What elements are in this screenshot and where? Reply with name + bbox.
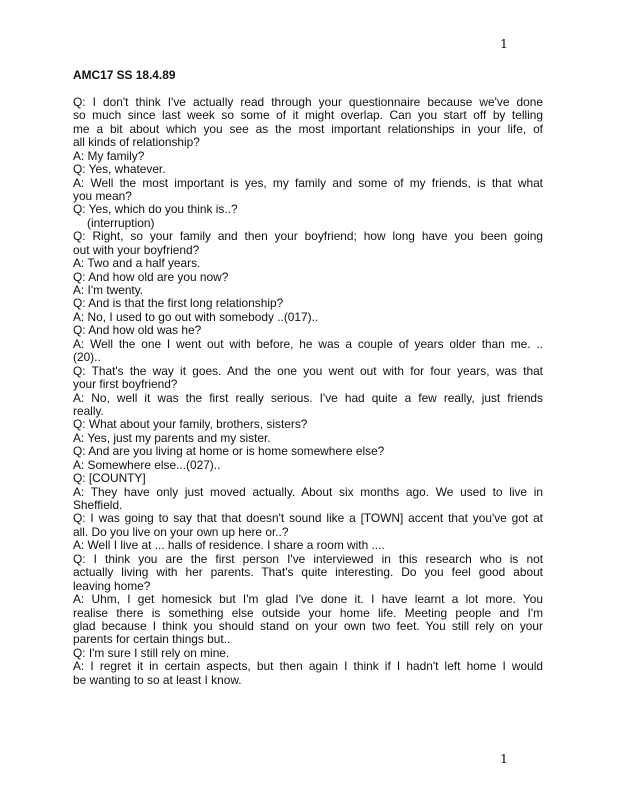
- transcript-line: all. Do you live on your own up here or..?: [73, 524, 289, 539]
- transcript-body: [73, 69, 543, 687]
- transcript-line: A: Well the most important is yes, my family and some of my friends, is that what: [73, 175, 543, 190]
- transcript-line: A: No, well it was the first really serious. I've had quite a few really, just friends: [73, 390, 543, 405]
- transcript-line: A: No, I used to go out with somebody ..(017)..: [73, 309, 319, 324]
- transcript-line: leaving home?: [73, 578, 151, 593]
- transcript-line: (20)..: [73, 350, 101, 365]
- transcript-line: A: I regret it in certain aspects, but then again I think if I hadn't left home I would: [73, 659, 543, 674]
- transcript-line: out with your boyfriend?: [73, 242, 200, 257]
- page-number-top: 1: [500, 36, 508, 51]
- transcript-line: parents for certain things but..: [73, 632, 231, 647]
- transcript-line: Q: [COUNTY]: [73, 471, 146, 486]
- transcript-line: so much since last week so some of it might overlap. Can you start off by telling: [73, 108, 543, 123]
- transcript-line: Q: What about your family, brothers, sisters?: [73, 417, 308, 432]
- transcript-line: Q: I was going to say that that doesn't sound like a [TOWN] accent that you've got at: [73, 511, 543, 526]
- transcript-line: realise there is something else outside your home life. Meeting people and I'm: [73, 605, 543, 620]
- transcript-line: me a bit about which you see as the most important relationships in your life, of: [73, 121, 543, 136]
- transcript-line: actually living with her parents. That's quite interesting. Do you feel good about: [73, 565, 543, 580]
- transcript-line: A: I'm twenty.: [73, 283, 144, 297]
- document-title: AMC17 SS 18.4.89: [73, 68, 176, 82]
- transcript-line: glad because I think you should stand on your own two feet. You still rely on your: [73, 618, 543, 633]
- transcript-line: A: Well I live at ... halls of residence. I share a room with ....: [73, 538, 385, 553]
- transcript-lines: [73, 96, 543, 687]
- transcript-line: A: My family?: [73, 148, 145, 163]
- transcript-line: Q: I don't think I've actually read through your questionnaire because we've done: [73, 94, 543, 109]
- transcript-line: (interruption): [87, 215, 155, 230]
- transcript-line: Sheffield.: [73, 498, 123, 512]
- transcript-line: really.: [73, 403, 104, 418]
- transcript-line: Q: And how old was he?: [73, 323, 202, 338]
- transcript-line: A: Two and a half years.: [73, 256, 201, 271]
- transcript-line: you mean?: [73, 188, 132, 203]
- transcript-line: Q: I think you are the first person I've interviewed in this research who is not: [73, 551, 543, 566]
- transcript-line: Q: Yes, whatever.: [73, 162, 166, 177]
- transcript-line: Q: And is that the first long relationship?: [73, 296, 284, 311]
- transcript-line: A: Well the one I went out with before, he was a couple of years older than me. ..: [73, 336, 543, 351]
- transcript-line: Q: And how old are you now?: [73, 269, 229, 284]
- transcript-line: Q: I'm sure I still rely on mine.: [73, 645, 230, 660]
- transcript-line: Q: Right, so your family and then your boyfriend; how long have you been going: [73, 229, 543, 244]
- transcript-line: your first boyfriend?: [73, 377, 178, 392]
- transcript-line: A: Uhm, I get homesick but I'm glad I've done it. I have learnt a lot more. You: [73, 592, 543, 607]
- transcript-line: be wanting to so at least I know.: [73, 672, 242, 687]
- transcript-line: A: Somewhere else...(027)..: [73, 457, 221, 472]
- transcript-line: Q: Yes, which do you think is..?: [73, 202, 238, 217]
- transcript-line: A: They have only just moved actually. About six months ago. We used to live in: [73, 484, 543, 499]
- transcript-line: all kinds of relationship?: [73, 135, 200, 150]
- transcript-line: Q: And are you living at home or is home somewhere else?: [73, 444, 385, 459]
- transcript-line: Q: That's the way it goes. And the one you went out with for four years, was that: [73, 363, 543, 378]
- transcript-line: A: Yes, just my parents and my sister.: [73, 430, 271, 445]
- page-number-bottom: 1: [500, 751, 508, 766]
